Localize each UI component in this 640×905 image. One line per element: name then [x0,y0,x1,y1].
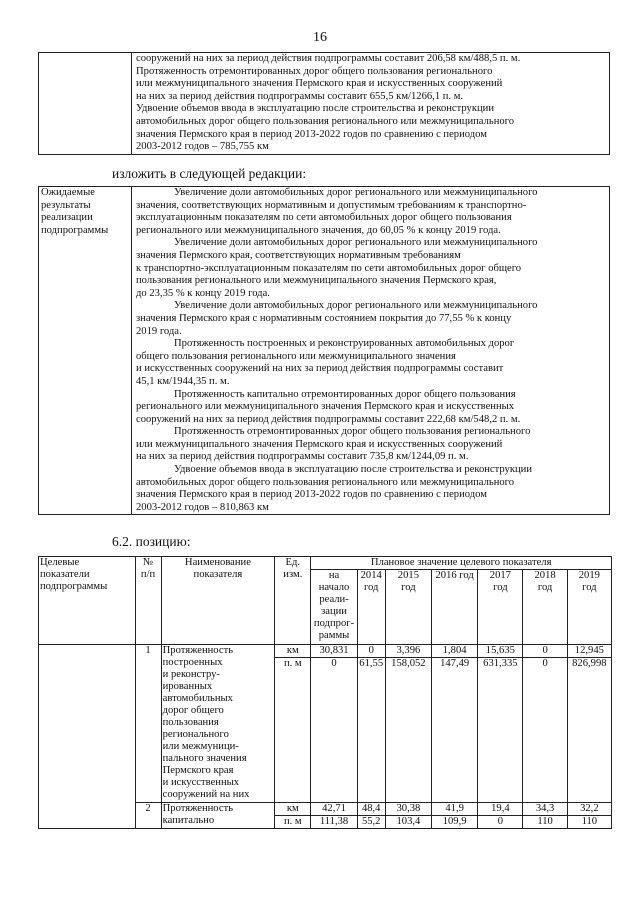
name-line: автомобильных [162,693,233,704]
edit-heading: изложить в следующей редакции: [112,166,307,181]
year-value: 103,4 [385,816,431,829]
paragraph [136,426,607,464]
text-line: регионального или межмуниципального значения Пермского края и искусственных [136,401,515,413]
start-value: 30,831 [311,645,357,658]
row-name [161,803,275,829]
text-line: Протяженность отремонтированных дорог общего пользования регионального [174,426,531,438]
paragraph [136,338,607,388]
row-name [161,645,275,803]
start-value: 42,71 [311,803,357,816]
header-year-cell [385,570,431,645]
name-line: пользования [162,717,219,728]
table-row [39,645,612,658]
previous-text-cell [132,53,610,155]
name-line: Пермского края [162,765,234,776]
text-line: и искусственных сооружений на них за период действия подпрограммы составит [136,363,504,375]
name-line: сооружений на них [162,789,250,800]
text-line: Протяженность построенных и реконструированных автомобильных дорог [174,338,515,350]
header-line: показателя [193,569,243,580]
text-line: или межмуниципального значения Пермского края и искусственных сооружений [136,438,503,450]
text-line: Протяженность капитально отремонтированных дорог общего пользования [174,388,516,400]
text-line: значения Пермского края в период 2013-2022 годов по сравнению с периодом [136,128,487,140]
row-number: 2 [135,803,161,829]
text-line: общего пользования регионального или межмуниципального значения [136,350,456,362]
start-value: 111,38 [311,816,357,829]
header-year-cell [432,570,478,645]
header-line: подпрог- [313,618,355,629]
name-line: построенных [162,657,223,668]
text-line: 45,1 км/1944,35 п. м. [136,375,230,387]
paragraph [136,300,607,338]
header-unit-cell [275,557,311,645]
year-value: 41,9 [432,803,478,816]
header-year-cell [357,570,385,645]
header-year-cell [478,570,523,645]
year-value: 1,804 [432,645,478,658]
text-line: 2003-2012 годов – 810,863 км [136,501,269,513]
text-line: значения, соответствующих нормативным и допустимым требованиям к транспортно- [136,199,527,211]
previous-label-cell [39,53,132,155]
header-line: на [328,570,340,581]
previous-results-table [38,52,610,155]
name-line: ированных [162,681,213,692]
text-line: автомобильных дорог общего пользования регионального или межмуниципального [136,476,515,488]
paragraph [136,187,607,237]
year-value: 61,55 [357,658,385,803]
text-line: сооружений на них за период действия подпрограммы составит 206,58 км/488,5 п. м. [136,53,521,64]
text-line: Увеличение доли автомобильных дорог регионального или межмуниципального [174,300,538,312]
year-value: 0 [478,816,523,829]
header-line: 2017 [489,570,511,581]
row-number: 1 [135,645,161,803]
header-line: Ед. [285,557,301,568]
name-line: и реконстру- [162,669,220,680]
year-value: 158,052 [385,658,431,803]
label-line: подпрограммы [41,224,109,236]
header-line: зации [321,606,347,617]
name-line: пального значения [162,753,247,764]
unit-cell: п. м [275,816,311,829]
year-value: 0 [357,645,385,658]
header-row [39,557,612,570]
header-line: раммы [318,630,350,641]
name-line: или межмуници- [162,741,239,752]
header-no-cell [135,557,161,645]
name-line: и искусственных [162,777,240,788]
header-line: 2016 год [435,570,474,581]
header-line: реали- [319,594,349,605]
year-value: 0 [523,645,567,658]
text-line: Увеличение доли автомобильных дорог регионального или межмуниципального [174,237,538,249]
header-line: начало [318,582,350,593]
header-line: Наименование [184,557,251,568]
year-value: 55,2 [357,816,385,829]
text-line: пользования регионального или межмуниципального значения Пермского края, [136,275,497,287]
expected-results-table [38,186,610,515]
text-line: Удвоение объемов ввода в эксплуатацию после строительства и реконструкции [174,464,533,476]
text-line: регионального или межмуниципального значения, до 60,05 % к концу 2019 года. [136,224,501,236]
text-line: автомобильных дорог общего пользования регионального или межмуниципального [136,115,515,127]
paragraph [136,237,607,300]
text-line: 2019 года. [136,325,182,337]
header-line: 2015 [397,570,419,581]
year-value: 48,4 [357,803,385,816]
header-line: показатели [40,569,90,580]
paragraph [136,389,607,427]
year-value: 0 [523,658,567,803]
label-line: результаты [41,199,91,211]
text-line: к транспортно-эксплуатационным показателям по сети автомобильных дорог общего [136,262,522,274]
header-group-cell [39,557,136,645]
year-value: 19,4 [478,803,523,816]
text-line: на них за период действия подпрограммы составит 655,5 км/1266,1 п. м. [136,90,464,102]
header-line: 2014 [360,570,382,581]
group-cell [39,645,136,829]
text-line: значения Пермского края с нормативным состоянием покрытия до 77,55 % к концу [136,312,512,324]
name-line: дорог общего [162,705,224,716]
unit-cell: км [275,803,311,816]
year-value: 32,2 [567,803,611,816]
text-line: эксплуатационным показателям по сети автомобильных дорог общего пользования [136,212,512,224]
name-line: Протяженность [162,803,234,814]
name-line: капитально [162,815,215,826]
header-line: подпрограммы [40,581,108,592]
year-value: 15,635 [478,645,523,658]
text-line: на них за период действия подпрограммы составит 735,8 км/1244,09 п. м. [136,451,469,463]
year-value: 34,3 [523,803,567,816]
header-start-cell [311,570,357,645]
text-line: Удвоение объемов ввода в эксплуатацию после строительства и реконструкции [136,103,495,115]
text-line: Протяженность отремонтированных дорог общего пользования регионального [136,65,493,77]
text-line: до 23,35 % к концу 2019 года. [136,287,270,299]
year-value: 109,9 [432,816,478,829]
text-line: Увеличение доли автомобильных дорог регионального или межмуниципального [174,187,538,198]
year-value: 826,998 [567,658,611,803]
unit-cell: км [275,645,311,658]
header-line: изм. [283,569,303,580]
header-line: год [582,582,597,593]
header-line: п/п [140,569,156,580]
unit-cell: п. м [275,658,311,803]
expected-text-cell [132,187,610,515]
text-line: 2003-2012 годов – 785,755 км [136,141,269,153]
year-value: 30,38 [385,803,431,816]
paragraph [136,464,607,514]
start-value: 0 [311,658,357,803]
name-line: регионального [162,729,229,740]
text-line: значения Пермского края в период 2013-2022 годов по сравнению с периодом [136,489,487,501]
page-number: 16 [313,30,327,45]
header-line: Целевые [40,557,80,568]
name-line: Протяженность [162,645,234,656]
text-line: значения Пермского края, соответствующих нормативным требованиям [136,249,461,261]
header-line: год [493,582,508,593]
year-value: 3,396 [385,645,431,658]
header-line: 2019 [578,570,600,581]
header-line: 2018 [534,570,556,581]
year-value: 110 [567,816,611,829]
header-line: год [537,582,553,593]
year-value: 110 [523,816,567,829]
label-line: реализации [41,212,93,224]
expected-label-cell [39,187,132,515]
target-indicators-table [38,556,612,829]
year-value: 12,945 [567,645,611,658]
header-name-cell [161,557,275,645]
header-year-cell [523,570,567,645]
text-line: или межмуниципального значения Пермского края и искусственных сооружений [136,78,503,90]
text-line: сооружений на них за период действия подпрограммы составит 222,68 км/548,2 п. м. [136,413,521,425]
header-year-cell [567,570,611,645]
header-line: № [143,557,154,568]
year-value: 147,49 [432,658,478,803]
year-value: 631,335 [478,658,523,803]
header-line: год [363,582,379,593]
label-line: Ожидаемые [41,187,95,198]
header-plan-cell: Плановое значение целевого показателя [311,557,612,570]
position-heading: 6.2. позицию: [112,534,191,549]
header-line: год [401,582,416,593]
